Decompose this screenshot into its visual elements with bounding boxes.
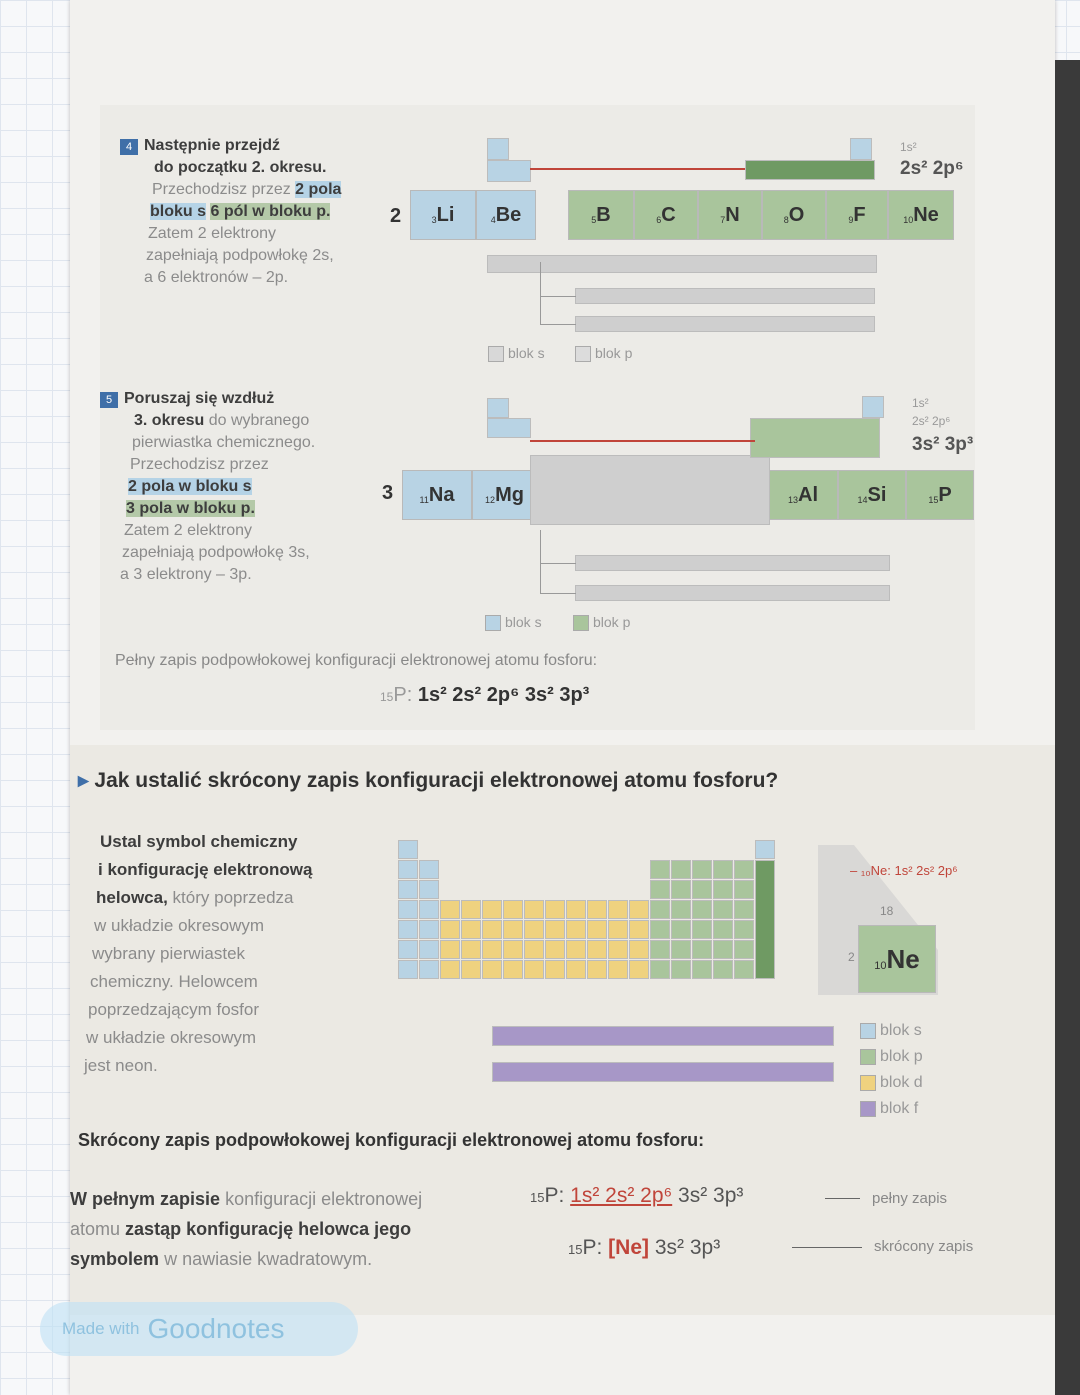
table-cell: [482, 960, 502, 979]
neon-config: – ₁₀Ne: 1s² 2s² 2p⁶: [850, 863, 958, 878]
table-cell: [482, 920, 502, 939]
step4-line: Zatem 2 elektrony: [148, 225, 277, 242]
table-cell: [650, 860, 670, 879]
table-cell: [566, 900, 586, 919]
table-cell: [461, 940, 481, 959]
legend-s: blok s: [488, 345, 545, 362]
table-cell: [503, 940, 523, 959]
table-cell: [398, 940, 418, 959]
step5-badge: 5: [100, 392, 118, 408]
table-cell: [587, 920, 607, 939]
step4-line: Przechodzisz przez: [152, 181, 291, 198]
table-cell: [398, 920, 418, 939]
element-c: 6 C: [634, 190, 698, 240]
table-cell: [608, 920, 628, 939]
step4-badge: 4: [120, 139, 138, 155]
table-cell: [629, 940, 649, 959]
table-cell: [440, 900, 460, 919]
element-p: 15 P: [906, 470, 974, 520]
neon-box: 10 Ne: [858, 925, 936, 993]
table-cell: [755, 840, 775, 859]
neon-group: 18: [880, 904, 894, 918]
step5-highlight: 3 pola w bloku p.: [126, 500, 255, 517]
neon-period: 2: [848, 950, 855, 964]
mini-row-lanthanides: [575, 555, 890, 571]
block-legend: blok s blok p blok d blok f: [860, 1018, 923, 1122]
table-cell: [566, 940, 586, 959]
table-cell: [755, 860, 775, 979]
table-cell: [650, 920, 670, 939]
arrow-line: [792, 1247, 862, 1248]
table-cell: [671, 900, 691, 919]
element-mg: 12 Mg: [472, 470, 537, 520]
arrow-icon: ▸: [78, 769, 89, 792]
table-cell: [734, 940, 754, 959]
period-line: [530, 440, 755, 442]
step4-line: do początku 2. okresu.: [154, 159, 327, 176]
table-cell: [692, 900, 712, 919]
table-cell: [692, 960, 712, 979]
step5-line: 3. okresu: [134, 412, 205, 429]
table-cell: [398, 860, 418, 879]
table-cell: [419, 860, 439, 879]
step5-text: [100, 388, 390, 586]
step4-line: zapełniają podpowłokę 2s,: [146, 247, 334, 264]
table-cell: [587, 940, 607, 959]
table-cell: [503, 920, 523, 939]
table-cell: [734, 880, 754, 899]
table-cell: [608, 960, 628, 979]
step4-line: Następnie przejdź: [144, 137, 281, 154]
table-cell: [671, 860, 691, 879]
table-cell: [545, 900, 565, 919]
mini-cell: [487, 160, 531, 182]
step4-highlight: bloku s: [150, 203, 207, 220]
legend-s: blok s: [485, 614, 542, 631]
table-cell: [692, 880, 712, 899]
label-full: pełny zapis: [872, 1190, 948, 1207]
step4-highlight: 6 pól w bloku p.: [210, 203, 331, 220]
table-cell: [419, 920, 439, 939]
mini-cell: [862, 396, 884, 418]
mini-d-block: [530, 455, 770, 525]
arrow-line: [825, 1198, 860, 1199]
table-cell: [713, 920, 733, 939]
table-cell: [461, 900, 481, 919]
table-cell: [713, 900, 733, 919]
mini-row-actinides: [575, 316, 875, 332]
legend-p: blok p: [575, 345, 632, 362]
table-cell: [398, 900, 418, 919]
table-cell: [398, 880, 418, 899]
table-cell: [650, 960, 670, 979]
table-cell: [524, 920, 544, 939]
element-li: 3 Li: [410, 190, 476, 240]
table-cell: [440, 920, 460, 939]
element-o: 8 O: [762, 190, 826, 240]
table-cell: [524, 960, 544, 979]
table-cell: [671, 920, 691, 939]
table-cell: [587, 900, 607, 919]
formula-short: 15P: [Ne] 3s² 3p³: [568, 1236, 721, 1259]
label-short: skrócony zapis: [874, 1238, 974, 1255]
step5-line: Poruszaj się wzdłuż: [124, 390, 275, 407]
table-cell: [482, 940, 502, 959]
table-cell: [713, 940, 733, 959]
table-cell: [482, 900, 502, 919]
mini-cell: [487, 418, 531, 438]
table-cell: [713, 880, 733, 899]
table-cell: [587, 960, 607, 979]
element-b: 5 B: [568, 190, 634, 240]
table-cell: [398, 960, 418, 979]
step5-line: a 3 elektrony – 3p.: [120, 566, 252, 583]
table-cell: [650, 880, 670, 899]
table-cell: [713, 860, 733, 879]
table-cell: [713, 960, 733, 979]
replace-instruction: W pełnym zapisie konfiguracji elektronowej atomu zastąp konfigurację helowca jego symbolem w nawiasie kwadratowym.: [70, 1189, 423, 1269]
table-cell: [629, 960, 649, 979]
period-label: 3: [382, 482, 394, 504]
bracket: [540, 530, 576, 594]
table-cell: [419, 880, 439, 899]
table-cell: [650, 940, 670, 959]
step5-line: zapełniają podpowłokę 3s,: [122, 544, 310, 561]
table-cell: [671, 940, 691, 959]
mini-cell: [487, 398, 509, 418]
element-ne: 10 Ne: [888, 190, 954, 240]
question-heading: ▸ Jak ustalić skrócony zapis konfiguracji elektronowej atomu fosforu?: [78, 769, 779, 792]
table-cell: [419, 900, 439, 919]
page-edge-shadow: [1055, 60, 1080, 1395]
table-cell: [671, 960, 691, 979]
table-cell: [734, 920, 754, 939]
table-cell: [692, 920, 712, 939]
table-cell: [629, 900, 649, 919]
table-cell: [503, 960, 523, 979]
step4-line: a 6 elektronów – 2p.: [144, 269, 289, 286]
element-f: 9 F: [826, 190, 888, 240]
table-cell: [524, 900, 544, 919]
element-be: 4 Be: [476, 190, 536, 240]
table-cell: [734, 860, 754, 879]
mini-p-block: [750, 418, 880, 458]
table-cell: [398, 840, 418, 859]
mini-row-lanthanides: [575, 288, 875, 304]
mini-cell: [487, 138, 509, 160]
table-cell: [545, 920, 565, 939]
table-cell: [524, 940, 544, 959]
step4-text: [120, 135, 380, 289]
short-caption: Skrócony zapis podpowłokowej konfiguracji elektronowej atomu fosforu:: [78, 1130, 705, 1150]
table-cell: [419, 940, 439, 959]
table-cell: [545, 960, 565, 979]
table-cell: [734, 900, 754, 919]
goodnotes-watermark[interactable]: Made with Goodnotes: [40, 1302, 358, 1356]
right-label: 2s² 2p⁶: [900, 158, 964, 179]
right-label: 1s²: [912, 396, 929, 410]
table-cell: [461, 960, 481, 979]
mini-cell: [850, 138, 872, 160]
period-label: 2: [390, 205, 402, 227]
right-label: 2s² 2p⁶: [912, 414, 951, 428]
table-cell: [692, 860, 712, 879]
table-cell: [461, 920, 481, 939]
step5-highlight: 2 pola w bloku s: [128, 478, 252, 495]
step5-line: do wybranego: [208, 412, 310, 429]
table-cell: [629, 920, 649, 939]
table-cell: [545, 940, 565, 959]
table-cell: [734, 960, 754, 979]
table-cell: [492, 1062, 834, 1082]
instruction-text: Ustal symbol chemiczny i konfigurację elektronową helowca, który poprzedza w układzie okresowym wybrany pierwiastek chemiczny. Helowcem poprzedzającym fosfor w układzie okresowym jest neon.: [84, 832, 313, 1075]
table-cell: [566, 960, 586, 979]
formula-full: 15P: 1s² 2s² 2p⁶ 3s² 3p³: [530, 1184, 744, 1207]
step5-line: Przechodzisz przez: [130, 456, 269, 473]
legend-p: blok p: [573, 614, 630, 631]
right-label: 1s²: [900, 140, 917, 154]
table-cell: [566, 920, 586, 939]
bracket: [540, 262, 576, 325]
step5-line: Zatem 2 elektrony: [124, 522, 253, 539]
table-cell: [608, 900, 628, 919]
step5-line: pierwiastka chemicznego.: [132, 434, 316, 451]
mini-row-highlight: [745, 160, 875, 180]
table-cell: [503, 900, 523, 919]
right-label: 3s² 3p³: [912, 434, 974, 455]
table-cell: [440, 940, 460, 959]
table-cell: [608, 940, 628, 959]
period-line: [530, 168, 745, 170]
full-config-caption: Pełny zapis podpowłokowej konfiguracji elektronowej atomu fosforu:: [115, 652, 598, 669]
mini-row-actinides: [575, 585, 890, 601]
table-cell: [419, 960, 439, 979]
element-na: 11 Na: [402, 470, 472, 520]
full-config-formula: 15P: 1s² 2s² 2p⁶ 3s² 3p³: [380, 684, 590, 706]
element-si: 14 Si: [838, 470, 906, 520]
step4-highlight: 2 pola: [295, 181, 342, 198]
table-cell: [492, 1026, 834, 1046]
table-cell: [692, 940, 712, 959]
table-cell: [671, 880, 691, 899]
table-cell: [650, 900, 670, 919]
element-n: 7 N: [698, 190, 762, 240]
element-al: 13 Al: [768, 470, 838, 520]
table-cell: [440, 960, 460, 979]
